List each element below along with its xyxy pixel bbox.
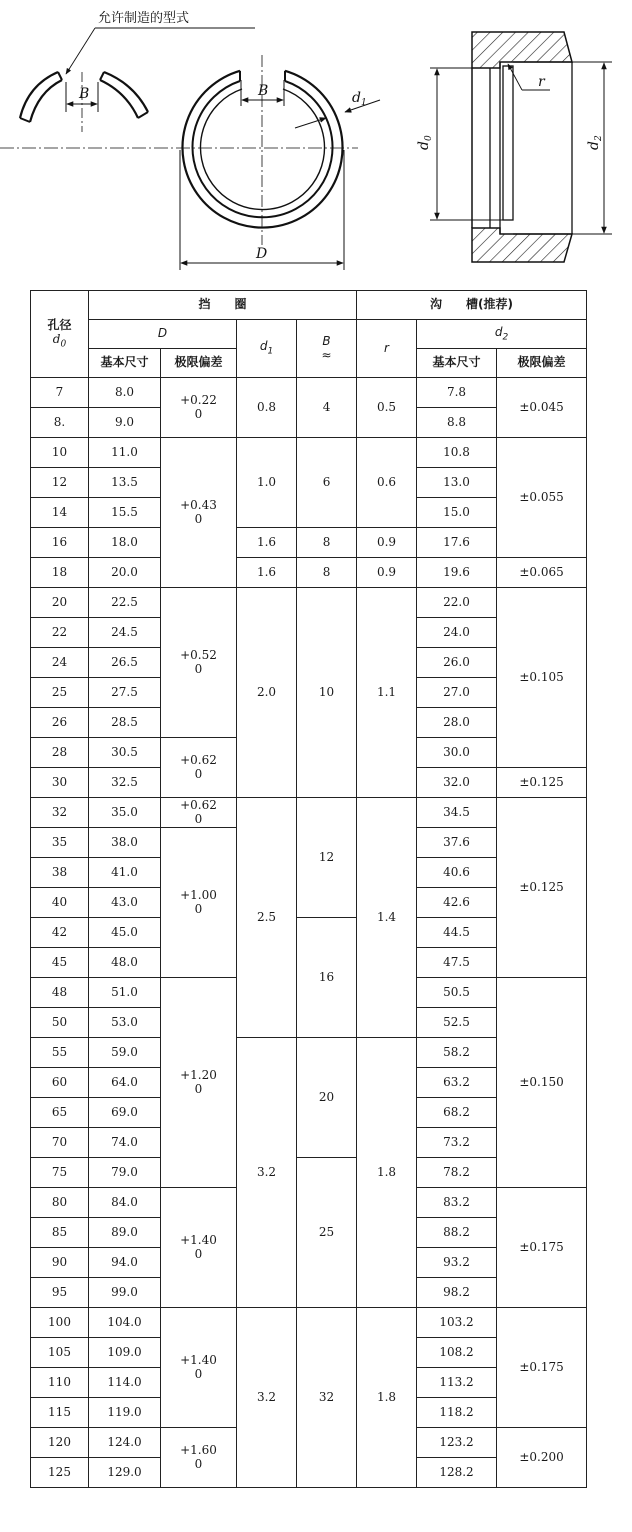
d2-basic-cell: 24.0: [417, 618, 497, 648]
d-basic-cell: 59.0: [89, 1038, 161, 1068]
basic-size-header-2: 基本尺寸: [417, 349, 497, 378]
d2-tolerance-cell: ±0.045: [497, 378, 587, 438]
d-basic-cell: 104.0: [89, 1308, 161, 1338]
d2-tolerance-cell: ±0.105: [497, 588, 587, 768]
d-tolerance-cell: +0.22 0: [161, 378, 237, 438]
d-basic-cell: 22.5: [89, 588, 161, 618]
d2-tolerance-cell: ±0.125: [497, 768, 587, 798]
bore-cell: 100: [31, 1308, 89, 1338]
d1-header: $d_1$: [237, 320, 297, 378]
d2-basic-cell: 44.5: [417, 918, 497, 948]
bore-cell: 24: [31, 648, 89, 678]
d2-tolerance-cell: ±0.055: [497, 438, 587, 558]
b-cell: 16: [297, 918, 357, 1038]
table-body: [31, 378, 587, 1488]
d2-basic-cell: 93.2: [417, 1248, 497, 1278]
bore-cell: 30: [31, 768, 89, 798]
r-cell: 0.5: [357, 378, 417, 438]
d-tolerance-cell: +1.40 0: [161, 1188, 237, 1308]
d-basic-cell: 109.0: [89, 1338, 161, 1368]
d2-basic-cell: 113.2: [417, 1368, 497, 1398]
d2-basic-cell: 108.2: [417, 1338, 497, 1368]
bore-cell: 22: [31, 618, 89, 648]
d2-basic-cell: 34.5: [417, 798, 497, 828]
d2-basic-cell: 52.5: [417, 1008, 497, 1038]
d-basic-cell: 124.0: [89, 1428, 161, 1458]
b-cell: 8: [297, 558, 357, 588]
bore-cell: 14: [31, 498, 89, 528]
d2-basic-cell: 83.2: [417, 1188, 497, 1218]
r-cell: 0.9: [357, 528, 417, 558]
limit-dev-header: 极限偏差: [161, 349, 237, 378]
d2-tolerance-cell: ±0.150: [497, 978, 587, 1188]
d2-basic-cell: 42.6: [417, 888, 497, 918]
bore-cell: 60: [31, 1068, 89, 1098]
d-header: D: [89, 320, 237, 349]
table-row: [31, 438, 587, 468]
d-basic-cell: 9.0: [89, 408, 161, 438]
d-basic-cell: 43.0: [89, 888, 161, 918]
d2-basic-cell: 73.2: [417, 1128, 497, 1158]
d2-basic-cell: 22.0: [417, 588, 497, 618]
b-cell: 25: [297, 1158, 357, 1308]
d2-basic-cell: 10.8: [417, 438, 497, 468]
bore-cell: 110: [31, 1368, 89, 1398]
bore-cell: 32: [31, 798, 89, 828]
d2-basic-cell: 28.0: [417, 708, 497, 738]
d-basic-cell: 24.5: [89, 618, 161, 648]
d-basic-cell: 15.5: [89, 498, 161, 528]
bore-cell: 75: [31, 1158, 89, 1188]
r-cell: 1.1: [357, 588, 417, 798]
d2-basic-cell: 27.0: [417, 678, 497, 708]
d-basic-cell: 30.5: [89, 738, 161, 768]
bore-cell: 8.: [31, 408, 89, 438]
d-basic-cell: 8.0: [89, 378, 161, 408]
d-tolerance-cell: +0.43 0: [161, 438, 237, 588]
b-cell: 10: [297, 588, 357, 798]
d-basic-cell: 48.0: [89, 948, 161, 978]
d-basic-cell: 27.5: [89, 678, 161, 708]
bore-cell: 18: [31, 558, 89, 588]
bore-cell: 90: [31, 1248, 89, 1278]
d-tolerance-cell: +1.40 0: [161, 1308, 237, 1428]
bore-cell: 80: [31, 1188, 89, 1218]
label-d0: $d_0$: [416, 135, 434, 150]
d-basic-cell: 45.0: [89, 918, 161, 948]
bore-cell: 10: [31, 438, 89, 468]
technical-drawing: [0, 0, 632, 285]
d-basic-cell: 51.0: [89, 978, 161, 1008]
d2-basic-cell: 103.2: [417, 1308, 497, 1338]
table-header: [31, 291, 587, 378]
table-row: [31, 378, 587, 408]
d-basic-cell: 26.5: [89, 648, 161, 678]
bore-cell: 20: [31, 588, 89, 618]
d-tolerance-cell: +0.62 0: [161, 798, 237, 828]
d-tolerance-cell: +1.20 0: [161, 978, 237, 1188]
d-basic-cell: 41.0: [89, 858, 161, 888]
d2-basic-cell: 123.2: [417, 1428, 497, 1458]
d2-tolerance-cell: ±0.200: [497, 1428, 587, 1488]
bore-cell: 28: [31, 738, 89, 768]
bore-cell: 7: [31, 378, 89, 408]
allowed-form-label: 允许制造的型式: [98, 11, 190, 26]
d-tolerance-cell: +1.60 0: [161, 1428, 237, 1488]
d-basic-cell: 11.0: [89, 438, 161, 468]
d2-basic-cell: 17.6: [417, 528, 497, 558]
d2-basic-cell: 78.2: [417, 1158, 497, 1188]
r-cell: 1.4: [357, 798, 417, 1038]
table-row: [31, 558, 587, 588]
d2-basic-cell: 68.2: [417, 1098, 497, 1128]
groove-section-view: [416, 32, 612, 262]
d-basic-cell: 74.0: [89, 1128, 161, 1158]
r-cell: 1.8: [357, 1308, 417, 1488]
bore-cell: 70: [31, 1128, 89, 1158]
bore-header: 孔径 $d_0$: [31, 291, 89, 378]
d1-cell: 2.5: [237, 798, 297, 1038]
d-basic-cell: 64.0: [89, 1068, 161, 1098]
bore-cell: 16: [31, 528, 89, 558]
d2-basic-cell: 98.2: [417, 1278, 497, 1308]
d-basic-cell: 35.0: [89, 798, 161, 828]
d2-basic-cell: 118.2: [417, 1398, 497, 1428]
label-d2: $d_2$: [586, 135, 604, 150]
d2-basic-cell: 63.2: [417, 1068, 497, 1098]
d-basic-cell: 13.5: [89, 468, 161, 498]
groove-group-header: 沟 槽(推荐): [357, 291, 587, 320]
d-basic-cell: 69.0: [89, 1098, 161, 1128]
d-tolerance-cell: +0.62 0: [161, 738, 237, 798]
d1-cell: 3.2: [237, 1308, 297, 1488]
d1-cell: 1.6: [237, 528, 297, 558]
d2-tolerance-cell: ±0.175: [497, 1188, 587, 1308]
d2-basic-cell: 50.5: [417, 978, 497, 1008]
bore-cell: 48: [31, 978, 89, 1008]
bore-cell: 95: [31, 1278, 89, 1308]
ring-view: [180, 55, 380, 270]
d-basic-cell: 32.5: [89, 768, 161, 798]
bore-cell: 12: [31, 468, 89, 498]
b-header: B ≈: [297, 320, 357, 378]
d1-cell: 1.0: [237, 438, 297, 528]
b-cell: 12: [297, 798, 357, 918]
bore-cell: 40: [31, 888, 89, 918]
d2-basic-cell: 15.0: [417, 498, 497, 528]
d2-basic-cell: 8.8: [417, 408, 497, 438]
b-cell: 20: [297, 1038, 357, 1158]
d-basic-cell: 129.0: [89, 1458, 161, 1488]
d1-cell: 2.0: [237, 588, 297, 798]
bore-cell: 42: [31, 918, 89, 948]
table-row: [31, 798, 587, 828]
bore-cell: 65: [31, 1098, 89, 1128]
d-basic-cell: 18.0: [89, 528, 161, 558]
d2-tolerance-cell: ±0.125: [497, 798, 587, 978]
allowed-form-view: [20, 10, 255, 132]
bore-cell: 115: [31, 1398, 89, 1428]
ring-group-header: 挡 圈: [89, 291, 357, 320]
label-d: D: [256, 246, 268, 262]
d-basic-cell: 53.0: [89, 1008, 161, 1038]
bore-cell: 105: [31, 1338, 89, 1368]
d2-header: $d_2$: [417, 320, 587, 349]
label-b-left: B: [79, 86, 90, 102]
label-b-ring: B: [258, 83, 269, 99]
table-row: [31, 1308, 587, 1338]
d-basic-cell: 20.0: [89, 558, 161, 588]
bore-cell: 50: [31, 1008, 89, 1038]
d-basic-cell: 84.0: [89, 1188, 161, 1218]
d-basic-cell: 38.0: [89, 828, 161, 858]
d2-basic-cell: 128.2: [417, 1458, 497, 1488]
d-basic-cell: 94.0: [89, 1248, 161, 1278]
d-basic-cell: 79.0: [89, 1158, 161, 1188]
r-cell: 0.6: [357, 438, 417, 528]
d2-basic-cell: 47.5: [417, 948, 497, 978]
d2-basic-cell: 19.6: [417, 558, 497, 588]
d2-basic-cell: 37.6: [417, 828, 497, 858]
bore-cell: 85: [31, 1218, 89, 1248]
d2-basic-cell: 40.6: [417, 858, 497, 888]
d1-cell: 1.6: [237, 558, 297, 588]
r-cell: 0.9: [357, 558, 417, 588]
d-basic-cell: 28.5: [89, 708, 161, 738]
r-header: r: [357, 320, 417, 378]
table-row: [31, 588, 587, 618]
label-r: r: [538, 74, 545, 90]
basic-size-header: 基本尺寸: [89, 349, 161, 378]
d2-basic-cell: 7.8: [417, 378, 497, 408]
label-d1: $d_1$: [352, 90, 367, 108]
d1-cell: 3.2: [237, 1038, 297, 1308]
d-basic-cell: 114.0: [89, 1368, 161, 1398]
bore-cell: 45: [31, 948, 89, 978]
d1-cell: 0.8: [237, 378, 297, 438]
d-tolerance-cell: +1.00 0: [161, 828, 237, 978]
d-basic-cell: 119.0: [89, 1398, 161, 1428]
bore-cell: 55: [31, 1038, 89, 1068]
d2-basic-cell: 13.0: [417, 468, 497, 498]
b-cell: 8: [297, 528, 357, 558]
limit-dev-header-2: 极限偏差: [497, 349, 587, 378]
d2-tolerance-cell: ±0.065: [497, 558, 587, 588]
bore-cell: 38: [31, 858, 89, 888]
d-basic-cell: 89.0: [89, 1218, 161, 1248]
d-basic-cell: 99.0: [89, 1278, 161, 1308]
b-cell: 4: [297, 378, 357, 438]
d2-basic-cell: 88.2: [417, 1218, 497, 1248]
d2-basic-cell: 32.0: [417, 768, 497, 798]
d2-tolerance-cell: ±0.175: [497, 1308, 587, 1428]
r-cell: 1.8: [357, 1038, 417, 1308]
d2-basic-cell: 26.0: [417, 648, 497, 678]
retaining-ring-spec-table: [30, 290, 587, 1488]
b-cell: 32: [297, 1308, 357, 1488]
b-cell: 6: [297, 438, 357, 528]
bore-cell: 35: [31, 828, 89, 858]
bore-cell: 26: [31, 708, 89, 738]
d2-basic-cell: 30.0: [417, 738, 497, 768]
bore-cell: 125: [31, 1458, 89, 1488]
bore-cell: 120: [31, 1428, 89, 1458]
d-tolerance-cell: +0.52 0: [161, 588, 237, 738]
bore-cell: 25: [31, 678, 89, 708]
d2-basic-cell: 58.2: [417, 1038, 497, 1068]
